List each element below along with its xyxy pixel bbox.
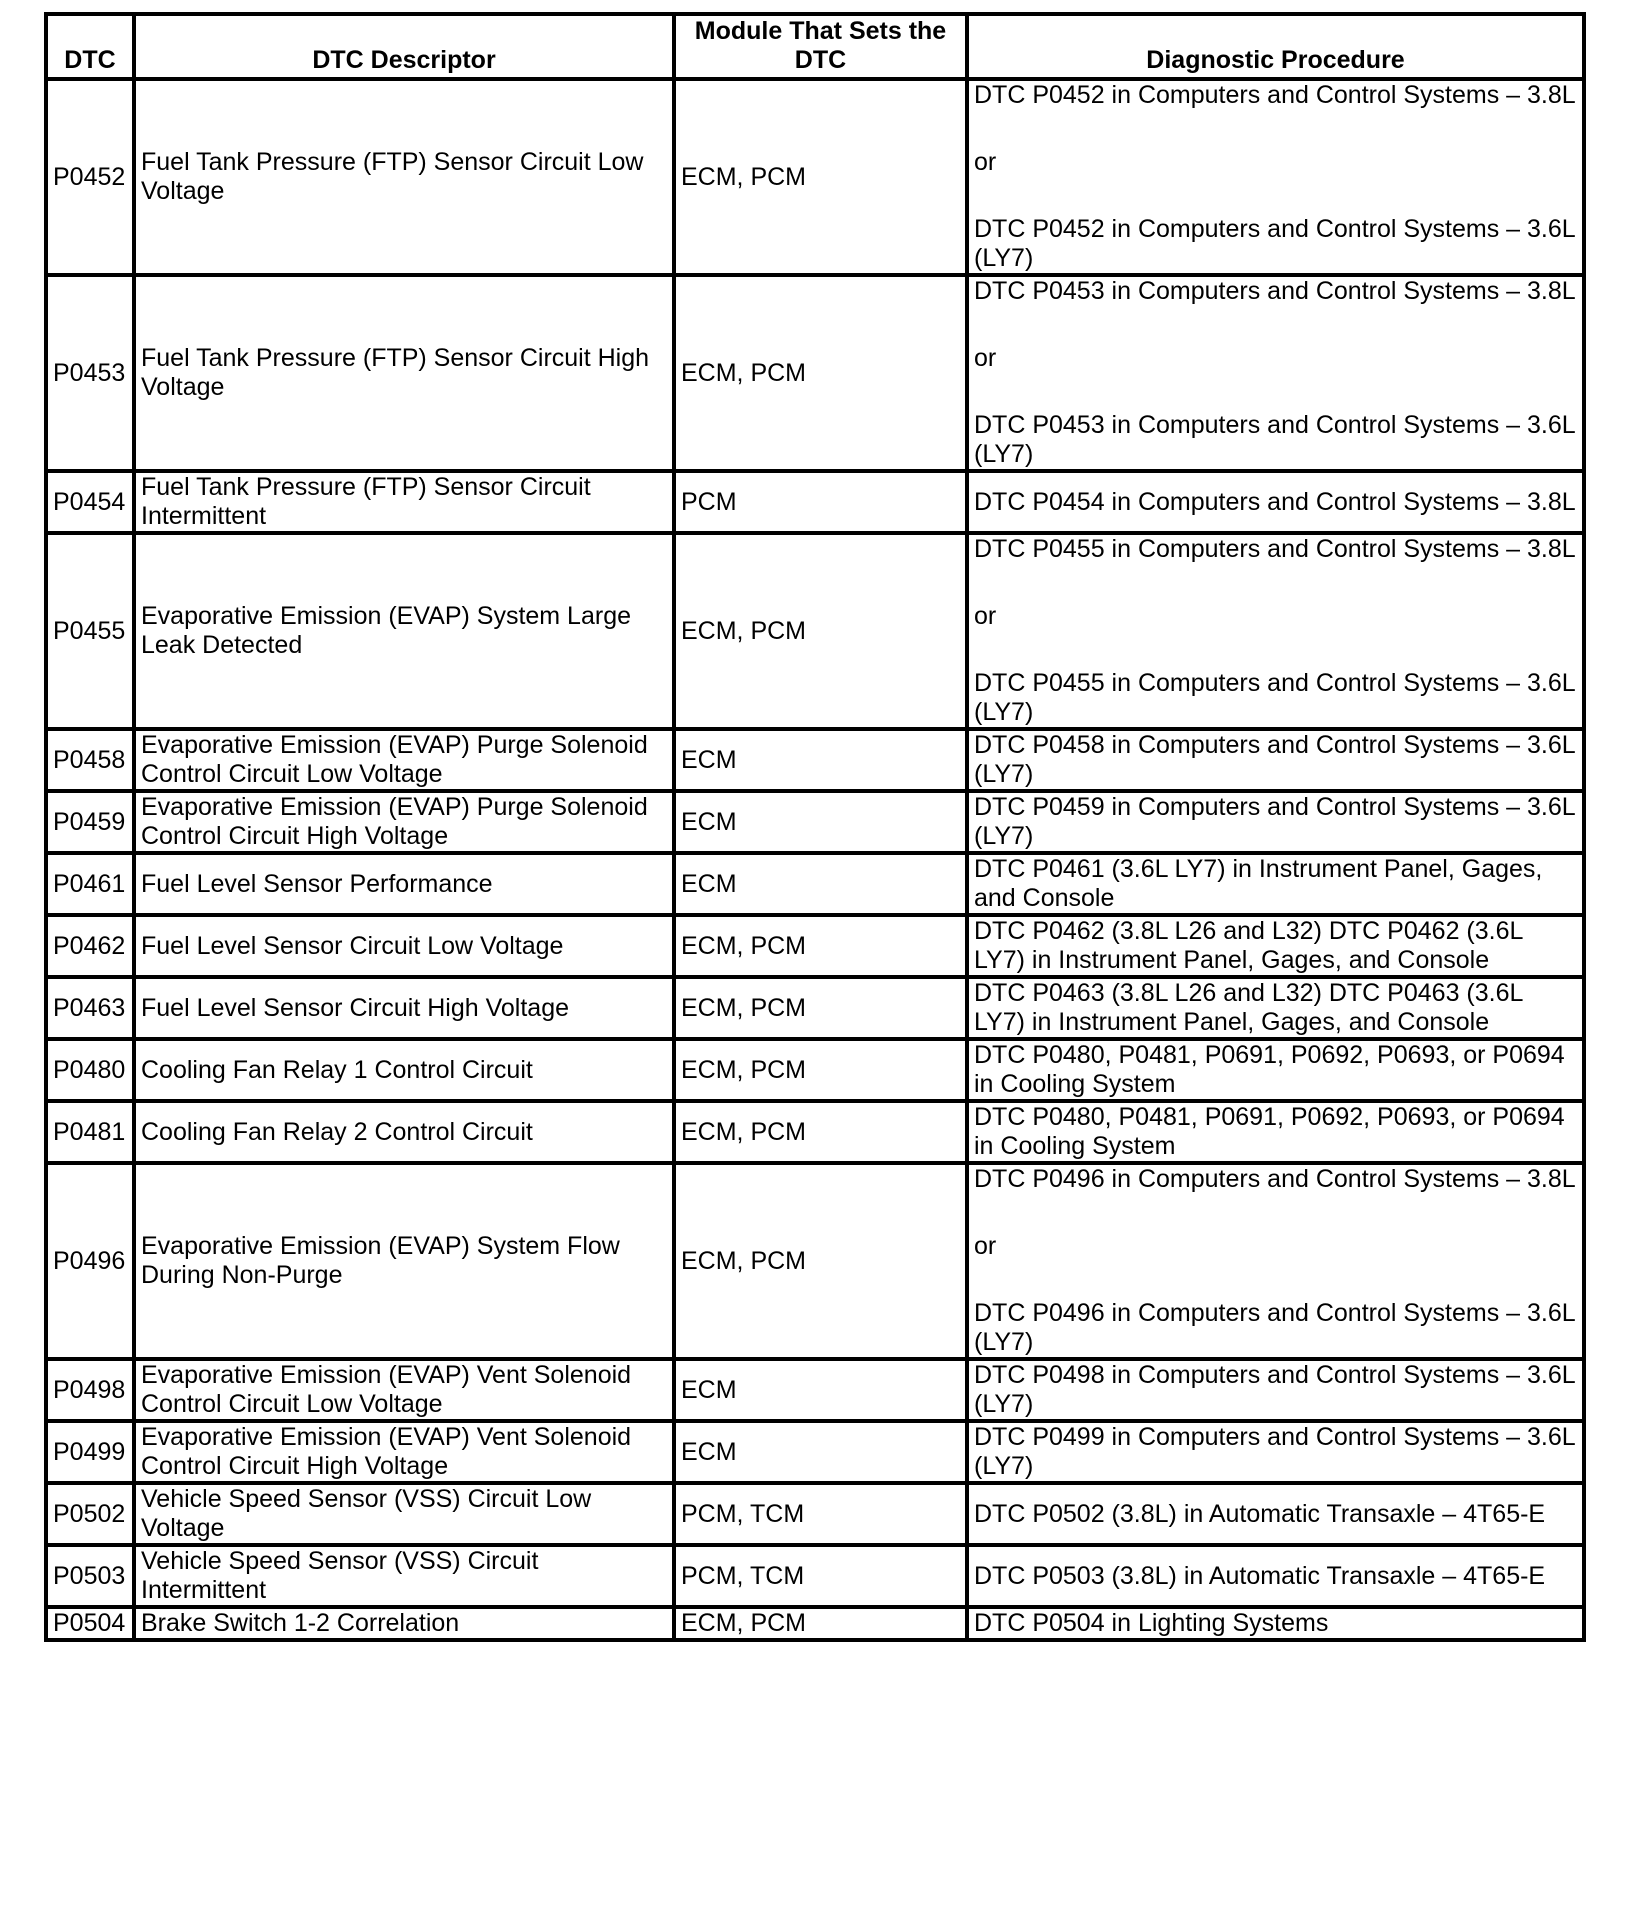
dtc-procedure xyxy=(967,791,1584,853)
dtc-module: ECM xyxy=(674,1359,967,1421)
dtc-module: ECM, PCM xyxy=(674,1101,967,1163)
table-row xyxy=(46,275,1584,471)
procedure-line: DTC P0458 in Computers and Control Systems – 3.6L (LY7) xyxy=(974,731,1575,788)
dtc-module: ECM, PCM xyxy=(674,1163,967,1359)
procedure-line: DTC P0459 in Computers and Control Systems – 3.6L (LY7) xyxy=(974,793,1575,850)
dtc-code: P0480 xyxy=(46,1039,134,1101)
table-row xyxy=(46,915,1584,977)
table-row xyxy=(46,1607,1584,1640)
dtc-descriptor: Vehicle Speed Sensor (VSS) Circuit Low Voltage xyxy=(134,1483,674,1545)
table-row xyxy=(46,1483,1584,1545)
dtc-code: P0503 xyxy=(46,1545,134,1607)
procedure-line: DTC P0463 (3.8L L26 and L32) DTC P0463 (3.6L LY7) in Instrument Panel, Gages, and Console xyxy=(974,979,1523,1036)
dtc-code: P0499 xyxy=(46,1421,134,1483)
dtc-module: ECM xyxy=(674,853,967,915)
header-row xyxy=(46,14,1584,79)
header-dtc: DTC xyxy=(46,14,134,79)
procedure-line: DTC P0504 in Lighting Systems xyxy=(974,1609,1329,1637)
dtc-module: ECM xyxy=(674,1421,967,1483)
dtc-procedure xyxy=(967,1545,1584,1607)
table-body xyxy=(46,79,1584,1640)
dtc-descriptor: Cooling Fan Relay 1 Control Circuit xyxy=(134,1039,674,1101)
dtc-procedure xyxy=(967,1039,1584,1101)
dtc-procedure xyxy=(967,533,1584,729)
table-row xyxy=(46,533,1584,729)
table-row xyxy=(46,1545,1584,1607)
dtc-code: P0455 xyxy=(46,533,134,729)
procedure-line: or xyxy=(974,148,997,176)
table-row xyxy=(46,977,1584,1039)
dtc-procedure xyxy=(967,79,1584,275)
dtc-descriptor: Fuel Level Sensor Performance xyxy=(134,853,674,915)
dtc-code: P0496 xyxy=(46,1163,134,1359)
dtc-descriptor: Fuel Tank Pressure (FTP) Sensor Circuit Intermittent xyxy=(134,471,674,533)
procedure-line: DTC P0503 (3.8L) in Automatic Transaxle – 4T65-E xyxy=(974,1561,1546,1590)
dtc-procedure xyxy=(967,729,1584,791)
procedure-line: DTC P0454 in Computers and Control Systems – 3.8L xyxy=(974,487,1576,516)
table-row xyxy=(46,1101,1584,1163)
procedure-line: DTC P0452 in Computers and Control Systems – 3.8L xyxy=(974,81,1576,109)
dtc-module: ECM, PCM xyxy=(674,79,967,275)
dtc-procedure xyxy=(967,471,1584,533)
dtc-procedure xyxy=(967,1421,1584,1483)
dtc-descriptor: Fuel Tank Pressure (FTP) Sensor Circuit High Voltage xyxy=(134,275,674,471)
table-row xyxy=(46,791,1584,853)
procedure-line: DTC P0502 (3.8L) in Automatic Transaxle – 4T65-E xyxy=(974,1499,1546,1528)
procedure-spacer xyxy=(974,373,1577,411)
dtc-module: ECM, PCM xyxy=(674,275,967,471)
dtc-procedure xyxy=(967,275,1584,471)
procedure-line: DTC P0480, P0481, P0691, P0692, P0693, or P0694 in Cooling System xyxy=(974,1103,1565,1160)
procedure-line: DTC P0496 in Computers and Control Systems – 3.8L xyxy=(974,1165,1576,1193)
procedure-spacer xyxy=(974,1194,1577,1232)
dtc-descriptor: Brake Switch 1-2 Correlation xyxy=(134,1607,674,1640)
dtc-code: P0481 xyxy=(46,1101,134,1163)
procedure-line: DTC P0461 (3.6L LY7) in Instrument Panel, Gages, and Console xyxy=(974,855,1543,912)
procedure-line: DTC P0455 in Computers and Control Systems – 3.8L xyxy=(974,535,1576,563)
procedure-line: or xyxy=(974,1232,997,1260)
dtc-procedure xyxy=(967,853,1584,915)
table-row xyxy=(46,1359,1584,1421)
procedure-line: DTC P0498 in Computers and Control Systems – 3.6L (LY7) xyxy=(974,1361,1575,1418)
procedure-line: or xyxy=(974,602,997,630)
dtc-code: P0463 xyxy=(46,977,134,1039)
procedure-spacer xyxy=(974,306,1577,344)
dtc-descriptor: Evaporative Emission (EVAP) System Flow During Non-Purge xyxy=(134,1163,674,1359)
dtc-module: ECM, PCM xyxy=(674,915,967,977)
table-header xyxy=(46,14,1584,79)
table-row xyxy=(46,79,1584,275)
table-row xyxy=(46,1039,1584,1101)
dtc-code: P0498 xyxy=(46,1359,134,1421)
dtc-code: P0454 xyxy=(46,471,134,533)
dtc-code: P0458 xyxy=(46,729,134,791)
dtc-table xyxy=(44,12,1586,1642)
table-row xyxy=(46,853,1584,915)
procedure-line: DTC P0480, P0481, P0691, P0692, P0693, or P0694 in Cooling System xyxy=(974,1041,1565,1098)
dtc-document xyxy=(44,12,1582,1642)
dtc-procedure xyxy=(967,915,1584,977)
table-row xyxy=(46,1163,1584,1359)
dtc-code: P0461 xyxy=(46,853,134,915)
dtc-module: ECM xyxy=(674,729,967,791)
dtc-module: ECM xyxy=(674,791,967,853)
procedure-spacer xyxy=(974,1261,1577,1299)
dtc-descriptor: Evaporative Emission (EVAP) System Large Leak Detected xyxy=(134,533,674,729)
procedure-spacer xyxy=(974,564,1577,602)
dtc-procedure xyxy=(967,1101,1584,1163)
dtc-descriptor: Fuel Level Sensor Circuit Low Voltage xyxy=(134,915,674,977)
procedure-line: DTC P0462 (3.8L L26 and L32) DTC P0462 (3.6L LY7) in Instrument Panel, Gages, and Console xyxy=(974,917,1523,974)
procedure-spacer xyxy=(974,177,1577,215)
header-module: Module That Sets the DTC xyxy=(674,14,967,79)
dtc-code: P0459 xyxy=(46,791,134,853)
dtc-code: P0453 xyxy=(46,275,134,471)
dtc-procedure xyxy=(967,1483,1584,1545)
procedure-spacer xyxy=(974,631,1577,669)
dtc-module: ECM, PCM xyxy=(674,1607,967,1640)
dtc-code: P0504 xyxy=(46,1607,134,1640)
procedure-line: or xyxy=(974,344,997,372)
procedure-line: DTC P0455 in Computers and Control Systems – 3.6L (LY7) xyxy=(974,669,1575,726)
dtc-code: P0502 xyxy=(46,1483,134,1545)
dtc-procedure xyxy=(967,1359,1584,1421)
dtc-descriptor: Vehicle Speed Sensor (VSS) Circuit Intermittent xyxy=(134,1545,674,1607)
dtc-descriptor: Fuel Tank Pressure (FTP) Sensor Circuit Low Voltage xyxy=(134,79,674,275)
header-descriptor: DTC Descriptor xyxy=(134,14,674,79)
dtc-code: P0462 xyxy=(46,915,134,977)
dtc-module: PCM, TCM xyxy=(674,1483,967,1545)
dtc-descriptor: Fuel Level Sensor Circuit High Voltage xyxy=(134,977,674,1039)
dtc-code: P0452 xyxy=(46,79,134,275)
dtc-module: ECM, PCM xyxy=(674,533,967,729)
procedure-line: DTC P0453 in Computers and Control Systems – 3.8L xyxy=(974,277,1576,305)
header-procedure: Diagnostic Procedure xyxy=(967,14,1584,79)
procedure-line: DTC P0453 in Computers and Control Systems – 3.6L (LY7) xyxy=(974,411,1575,468)
procedure-spacer xyxy=(974,110,1577,148)
table-row xyxy=(46,471,1584,533)
dtc-procedure xyxy=(967,1607,1584,1640)
dtc-procedure xyxy=(967,1163,1584,1359)
procedure-line: DTC P0452 in Computers and Control Systems – 3.6L (LY7) xyxy=(974,215,1575,272)
dtc-module: ECM, PCM xyxy=(674,977,967,1039)
table-row xyxy=(46,729,1584,791)
dtc-descriptor: Evaporative Emission (EVAP) Purge Solenoid Control Circuit High Voltage xyxy=(134,791,674,853)
dtc-descriptor: Evaporative Emission (EVAP) Vent Solenoid Control Circuit Low Voltage xyxy=(134,1359,674,1421)
dtc-descriptor: Evaporative Emission (EVAP) Vent Solenoid Control Circuit High Voltage xyxy=(134,1421,674,1483)
dtc-descriptor: Evaporative Emission (EVAP) Purge Solenoid Control Circuit Low Voltage xyxy=(134,729,674,791)
procedure-line: DTC P0499 in Computers and Control Systems – 3.6L (LY7) xyxy=(974,1423,1575,1480)
procedure-line: DTC P0496 in Computers and Control Systems – 3.6L (LY7) xyxy=(974,1299,1575,1356)
dtc-descriptor: Cooling Fan Relay 2 Control Circuit xyxy=(134,1101,674,1163)
dtc-module: PCM xyxy=(674,471,967,533)
table-row xyxy=(46,1421,1584,1483)
dtc-module: ECM, PCM xyxy=(674,1039,967,1101)
dtc-module: PCM, TCM xyxy=(674,1545,967,1607)
dtc-procedure xyxy=(967,977,1584,1039)
